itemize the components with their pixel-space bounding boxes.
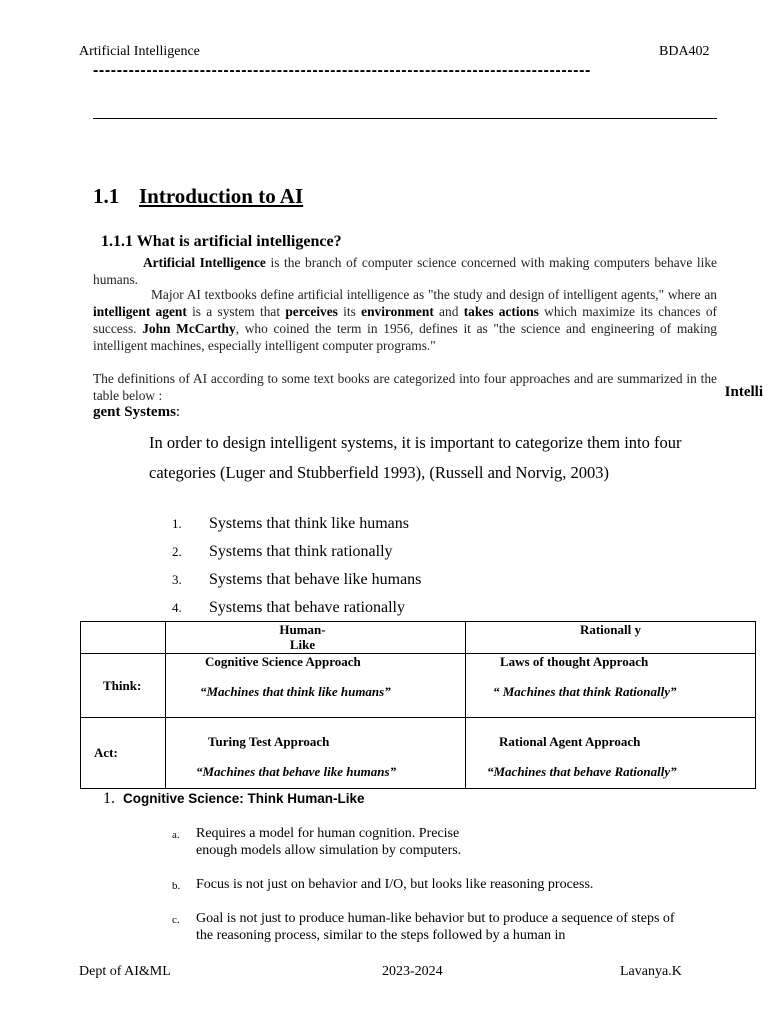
para2-text-1: Major AI textbooks define artificial intelligence as "the study and design of intelligent agents," where an bbox=[151, 287, 717, 302]
table-header-row bbox=[81, 622, 756, 654]
list-item bbox=[172, 515, 409, 533]
section-number: 1.1 bbox=[93, 184, 120, 208]
approach-title: Cognitive Science Approach bbox=[205, 654, 361, 669]
subheading-number: 1. bbox=[103, 790, 115, 807]
column-header-human-like bbox=[166, 622, 466, 654]
list-text: Systems that behave like humans bbox=[209, 571, 422, 588]
list-item bbox=[172, 543, 393, 561]
list-item bbox=[172, 571, 421, 589]
list-text: Systems that think like humans bbox=[209, 515, 409, 532]
approach-title: Rational Agent Approach bbox=[499, 734, 641, 749]
approach-quote: “Machines that think like humans” bbox=[200, 684, 391, 699]
term-environment: environment bbox=[361, 304, 434, 319]
subheading-text: Cognitive Science: Think Human-Like bbox=[123, 791, 365, 806]
footer-department: Dept of AI&ML bbox=[79, 964, 171, 979]
term-takes-actions: takes actions bbox=[463, 304, 539, 319]
approach-quote: “Machines that behave like humans” bbox=[196, 764, 397, 779]
para2-text-4: and bbox=[433, 304, 464, 319]
column-header-human-line1: Human- bbox=[279, 622, 326, 637]
header-course-code: BDA402 bbox=[659, 44, 710, 59]
para2-text-5: which maximize its chances of success. bbox=[93, 304, 718, 336]
list-text: Requires a model for human cognition. Precise enough models allow simulation by computers. bbox=[196, 826, 462, 858]
para2-text-3: its bbox=[337, 304, 362, 319]
term-perceives: perceives bbox=[285, 304, 338, 319]
header-title: Artificial Intelligence bbox=[79, 44, 200, 59]
list-letter: a. bbox=[172, 829, 180, 841]
ai-approaches-table bbox=[80, 621, 756, 789]
header-dash-line: ------------------------------------------------------------------------------------ bbox=[93, 62, 591, 79]
row-label-think: Think: bbox=[81, 654, 166, 718]
list-text: Systems that behave rationally bbox=[209, 599, 405, 616]
table-row bbox=[81, 718, 756, 789]
term-intelligent-agent: intelligent agent bbox=[93, 304, 187, 319]
list-number: 4. bbox=[172, 600, 182, 615]
paragraph-approaches: The definitions of AI according to some text books are categorized into four approaches and are summarized in the table below : bbox=[93, 371, 717, 403]
list-number: 1. bbox=[172, 516, 182, 531]
approach-title: Turing Test Approach bbox=[208, 734, 330, 749]
paragraph-textbook-definition bbox=[93, 286, 717, 354]
approach-title: Laws of thought Approach bbox=[500, 654, 649, 669]
table-row bbox=[81, 654, 756, 718]
list-text: Focus is not just on behavior and I/O, but looks like reasoning process. bbox=[196, 877, 594, 892]
section-title bbox=[93, 184, 303, 209]
paragraph-definition bbox=[93, 254, 717, 288]
list-letter: c. bbox=[172, 914, 180, 926]
paragraph-categorize: In order to design intelligent systems, it is important to categorize them into four categories (Luger and Stubberfield 1993), (Russell and Norvig, 2003) bbox=[149, 433, 682, 482]
cell-rational-agent bbox=[466, 718, 756, 789]
list-letter: b. bbox=[172, 880, 181, 892]
row-label-act: Act: bbox=[81, 718, 166, 789]
footer-author: Lavanya.K bbox=[620, 964, 682, 979]
heading-intelligent-fragment: Intelli bbox=[724, 384, 763, 400]
footer-year: 2023-2024 bbox=[382, 964, 443, 979]
column-header-rationally-text: Rationall y bbox=[579, 622, 642, 637]
column-header-human-line2: Like bbox=[289, 637, 316, 652]
list-item bbox=[172, 599, 405, 617]
section-title-text: Introduction to AI bbox=[139, 184, 304, 208]
para2-text-2: is a system that bbox=[186, 304, 286, 319]
list-number: 3. bbox=[172, 572, 182, 587]
subheading-cognitive-science bbox=[103, 790, 365, 808]
cell-laws-of-thought bbox=[466, 654, 756, 718]
horizontal-rule bbox=[93, 118, 717, 119]
heading-colon: : bbox=[175, 404, 181, 420]
approach-quote: “ Machines that think Rationally” bbox=[493, 684, 677, 699]
list-number: 2. bbox=[172, 544, 182, 559]
para1-text: is the branch of computer science concerned with making computers behave like humans. bbox=[93, 255, 717, 287]
term-artificial-intelligence: Artificial Intelligence bbox=[143, 255, 266, 270]
heading-intelligent-systems bbox=[93, 404, 180, 421]
para2-text-6: , who coined the term in 1956, defines it as "the science and engineering of making intelligent machines, especially intelligent computer programs." bbox=[93, 321, 717, 353]
column-header-rationally bbox=[466, 622, 756, 654]
cell-cognitive-science bbox=[166, 654, 466, 718]
subsection-title: 1.1.1 What is artificial intelligence? bbox=[101, 233, 342, 250]
approach-quote: “Machines that behave Rationally” bbox=[487, 764, 677, 779]
list-text: Systems that think rationally bbox=[209, 543, 393, 560]
list-text: Goal is not just to produce human-like behavior but to produce a sequence of steps of the reasoning process, similar to the steps followed by a human in bbox=[196, 911, 675, 943]
cell-turing-test bbox=[166, 718, 466, 789]
heading-intelligent-systems-text: gent Systems bbox=[93, 404, 176, 420]
term-john-mccarthy: John McCarthy bbox=[142, 321, 236, 336]
